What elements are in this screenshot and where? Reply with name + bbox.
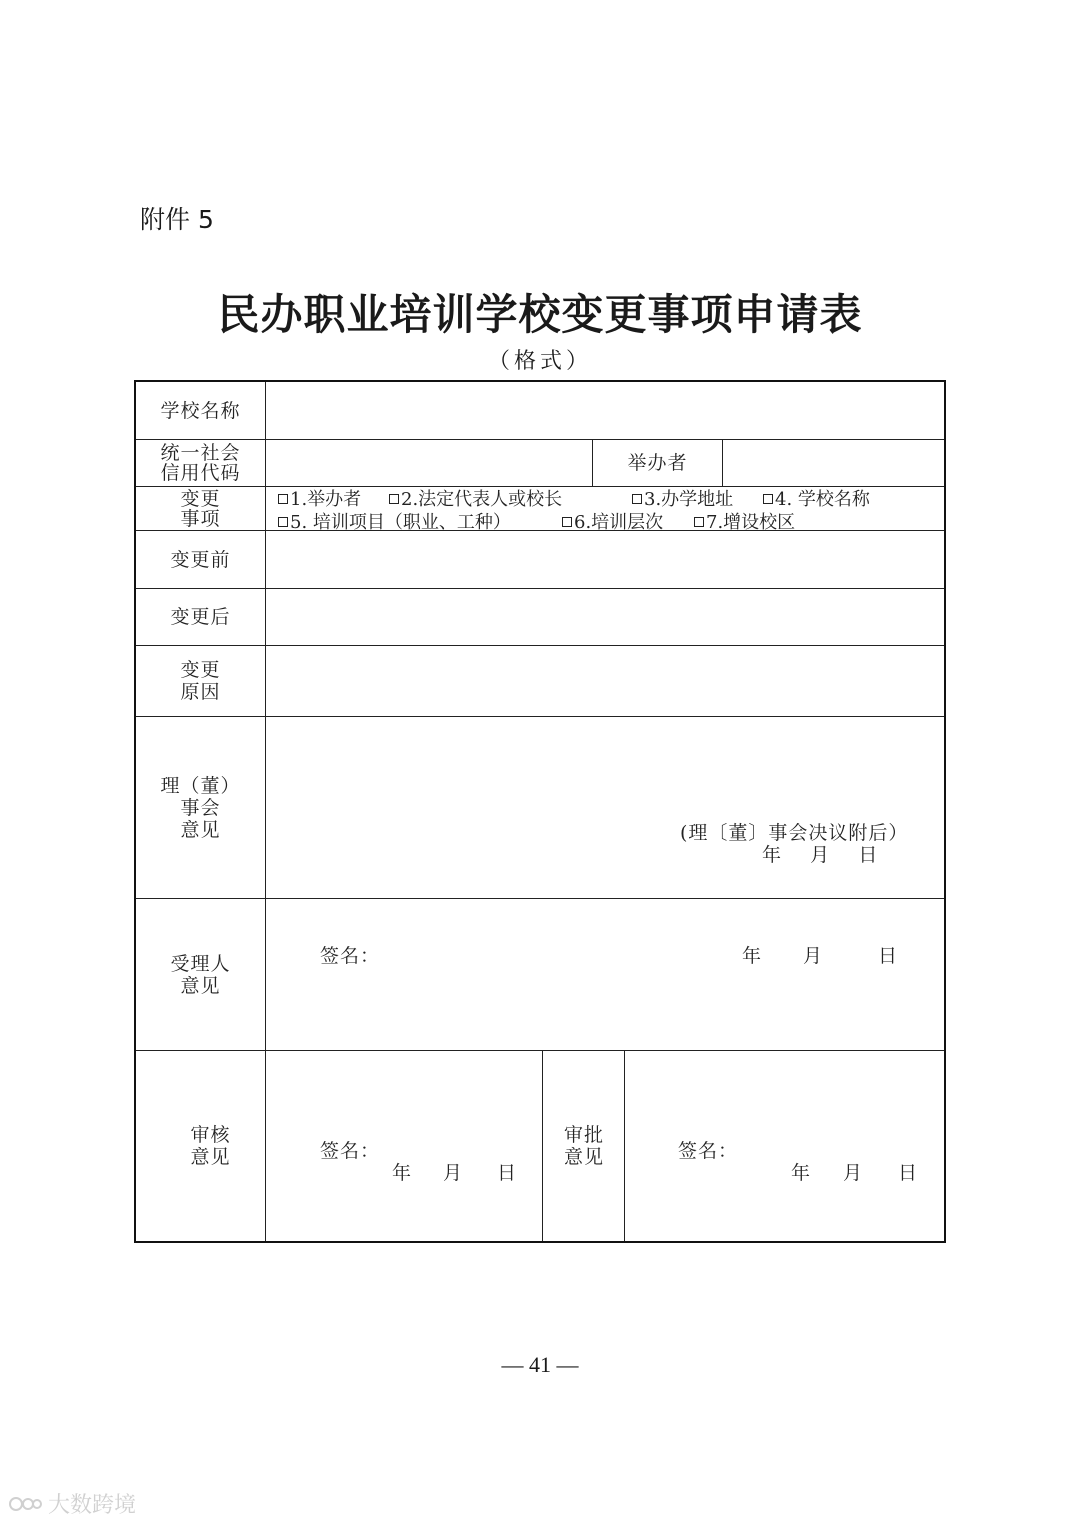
column-divider	[542, 1050, 543, 1241]
change-reason-label: 变更 原因	[180, 659, 221, 703]
checkbox-icon	[278, 517, 288, 527]
option-label: 6.培训层次	[574, 512, 664, 533]
review-date-month: 月	[443, 1162, 464, 1184]
column-divider	[624, 1050, 625, 1241]
option-label: 4. 学校名称	[775, 489, 870, 510]
option-label: 1.举办者	[290, 489, 362, 510]
approval-date-day: 日	[898, 1162, 919, 1184]
acceptor-signature-label: 签名：	[320, 945, 381, 967]
before-change-label: 变更前	[170, 548, 231, 571]
review-date-day: 日	[497, 1162, 518, 1184]
watermark-text: 大数跨境	[48, 1493, 137, 1518]
after-change-label: 变更后	[170, 606, 231, 628]
column-divider	[722, 439, 723, 486]
watermark-logo-icon	[8, 1492, 42, 1516]
change-items-label: 变更 事项	[180, 487, 221, 530]
acceptor-date-year: 年	[742, 945, 763, 967]
approval-signature-label: 签名：	[678, 1140, 739, 1162]
board-date: 年 月 日	[762, 844, 879, 866]
after-change-field[interactable]	[267, 589, 944, 645]
review-date-year: 年	[392, 1162, 413, 1184]
school-name-field[interactable]	[267, 382, 944, 439]
board-opinion-label: 理（董） 事会 意见	[160, 774, 241, 841]
acceptor-opinion-label: 受理人 意见	[170, 952, 231, 997]
watermark	[8, 1488, 136, 1519]
page-number: — 41 —	[501, 1352, 579, 1377]
form-subtitle: （格式）	[487, 349, 592, 374]
acceptor-date-day: 日	[878, 945, 899, 967]
school-name-label: 学校名称	[160, 399, 241, 422]
approval-date-year: 年	[791, 1162, 812, 1184]
before-change-field[interactable]	[267, 531, 944, 588]
checkbox-icon	[632, 494, 642, 504]
sponsor-label: 举办者	[627, 452, 688, 474]
approval-date-month: 月	[843, 1162, 864, 1184]
option-label: 7.增设校区	[706, 512, 796, 533]
option-label: 2.法定代表人或校长	[401, 489, 563, 510]
approval-opinion-label: 审批 意见	[563, 1124, 604, 1168]
change-reason-field[interactable]	[267, 646, 944, 716]
credit-code-field[interactable]	[267, 440, 592, 486]
option-label: 5. 培训项目（职业、工种）	[290, 512, 511, 533]
review-opinion-label: 审核 意见	[190, 1124, 231, 1168]
option-label: 3.办学地址	[644, 489, 734, 510]
checkbox-icon	[389, 494, 399, 504]
checkbox-icon	[278, 494, 288, 504]
checkbox-icon	[763, 494, 773, 504]
form-title: 民办职业培训学校变更事项申请表	[217, 290, 863, 339]
checkbox-icon	[562, 517, 572, 527]
application-table	[134, 380, 946, 1243]
sponsor-field[interactable]	[724, 440, 944, 486]
review-signature-label: 签名：	[320, 1140, 381, 1162]
acceptor-signature-field[interactable]	[376, 934, 716, 970]
acceptor-date-month: 月	[803, 945, 824, 967]
attachment-label: 附件 5	[140, 205, 214, 234]
checkbox-icon	[694, 517, 704, 527]
credit-code-label: 统一社会 信用代码	[160, 442, 241, 484]
board-opinion-field[interactable]	[267, 717, 944, 898]
board-resolution-note: (理〔董〕事会决议附后）	[680, 822, 909, 844]
